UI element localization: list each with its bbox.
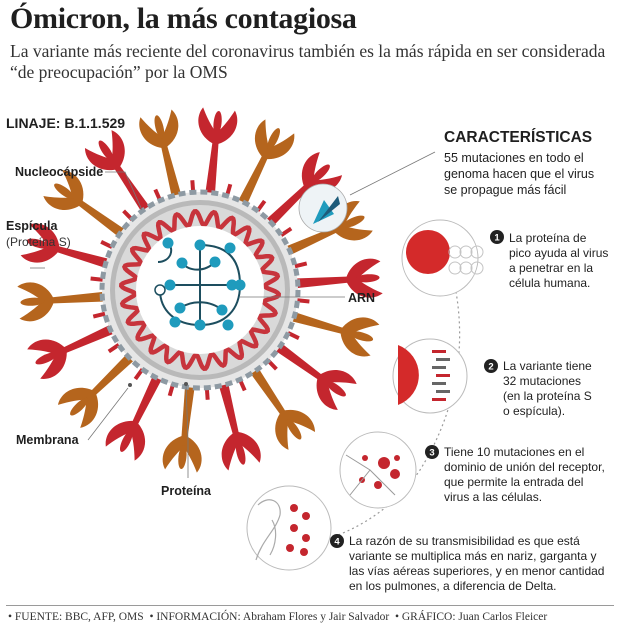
rna-node xyxy=(175,303,186,314)
footer-source: • FUENTE: BBC, AFP, OMS xyxy=(8,611,144,623)
characteristic-1-text: célula humana. xyxy=(509,276,591,290)
label-spike-sub: (Proteína S) xyxy=(6,235,71,249)
label-rna: ARN xyxy=(348,291,376,305)
infographic-subtitle: La variante más reciente del coronavirus también es la más rápida en ser considerada “de preocupación” por la OMS xyxy=(10,41,606,82)
footer-graphic: • GRÁFICO: Juan Carlos Fleicer xyxy=(394,611,548,623)
rna-node xyxy=(235,280,246,291)
detail-virus-dot xyxy=(290,504,298,512)
callout-line-characteristics xyxy=(350,152,435,195)
detail-circle-3 xyxy=(340,432,416,508)
detail-mutation-mark xyxy=(436,390,450,393)
characteristic-1-text: La proteína de xyxy=(509,231,587,245)
rna-node xyxy=(163,238,174,249)
characteristics-intro: se propague más fácil xyxy=(444,183,567,197)
rna-node xyxy=(195,240,206,251)
rna-node xyxy=(177,258,188,269)
detail-receptor-dot xyxy=(374,481,382,489)
detail-receptor-dot xyxy=(394,455,400,461)
detail-mutation-mark xyxy=(432,382,446,385)
infographic-title: Ómicron, la más contagiosa xyxy=(10,2,357,35)
detail-virus-dot xyxy=(286,544,294,552)
characteristic-number-3: 3 xyxy=(429,447,435,459)
detail-receptor-dot xyxy=(378,457,390,469)
characteristic-3-text: virus a las células. xyxy=(444,490,543,504)
characteristic-number-1: 1 xyxy=(494,232,500,244)
characteristics-intro: 55 mutaciones en todo el xyxy=(444,151,584,165)
label-spike: Espícula xyxy=(6,219,58,233)
characteristic-4-text: las vías aéreas superiores, y en menor cantidad xyxy=(349,564,605,578)
characteristic-number-4: 4 xyxy=(334,536,340,548)
detail-virus-dot xyxy=(300,548,308,556)
rna-node xyxy=(225,243,236,254)
characteristic-3-text: Tiene 10 mutaciones en el xyxy=(444,445,585,459)
footer xyxy=(8,611,547,623)
rna-node xyxy=(195,320,206,331)
detail-virus-dot xyxy=(302,512,310,520)
characteristics-intro: genoma hacen que el virus xyxy=(444,167,595,181)
characteristics-title: CARACTERÍSTICAS xyxy=(444,129,593,146)
detail-virus-dot xyxy=(302,534,310,542)
detail-cell-red xyxy=(406,230,450,274)
detail-mutation-mark xyxy=(432,398,446,401)
rna-node xyxy=(210,257,221,268)
characteristic-4-text: La razón de su transmisibilidad es que está xyxy=(349,534,580,548)
callout-dot xyxy=(184,382,188,386)
characteristic-2-text: 32 mutaciones xyxy=(503,374,582,388)
spike xyxy=(203,375,263,472)
characteristic-4-text: en los pulmones, a diferencia de Delta. xyxy=(349,579,557,593)
label-membrane: Membrana xyxy=(16,433,79,447)
characteristic-2-text: (en la proteína S xyxy=(503,389,592,403)
detail-receptor-dot xyxy=(362,455,368,461)
footer-divider xyxy=(6,605,614,606)
rna-node xyxy=(170,317,181,328)
detail-mutation-mark xyxy=(432,350,446,353)
rna-node xyxy=(217,305,228,316)
label-protein: Proteína xyxy=(161,484,212,498)
characteristic-2-text: La variante tiene xyxy=(503,359,592,373)
detail-mutation-mark xyxy=(436,358,450,361)
characteristic-1-text: a penetrar en la xyxy=(509,261,594,275)
rna-node xyxy=(165,280,176,291)
characteristic-3-text: dominio de unión del receptor, xyxy=(444,460,605,474)
characteristic-3-text: que permite la entrada del xyxy=(444,475,584,489)
detail-virus-dot xyxy=(290,524,298,532)
characteristic-2-text: o espícula). xyxy=(503,404,566,418)
label-nucleocapsid: Nucleocápside xyxy=(15,165,104,179)
characteristic-1-text: pico ayuda al virus xyxy=(509,246,609,260)
characteristic-4-text: variante se multiplica más en nariz, garganta y xyxy=(349,549,597,563)
callout-dot xyxy=(128,383,132,387)
footer-info: • INFORMACIÓN: Abraham Flores y Jair Salvador xyxy=(149,611,390,623)
lineage-label: LINAJE: B.1.1.529 xyxy=(6,115,126,131)
detail-receptor-dot xyxy=(390,469,400,479)
detail-circle-4 xyxy=(247,486,331,570)
detail-mutation-mark xyxy=(436,374,450,377)
spike xyxy=(137,109,197,206)
rna-node xyxy=(223,320,234,331)
rna-node-marker xyxy=(155,285,165,295)
detail-mutation-mark xyxy=(432,366,446,369)
characteristic-number-2: 2 xyxy=(488,361,494,373)
